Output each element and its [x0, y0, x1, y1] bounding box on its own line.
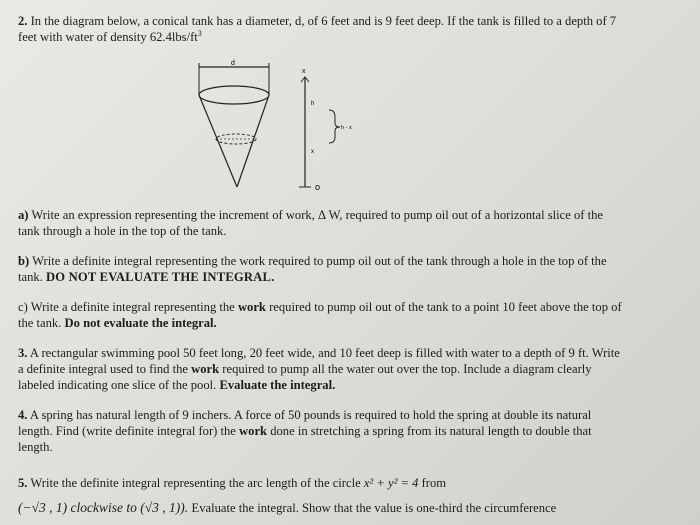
- problem-3-text-1: A rectangular swimming pool 50 feet long, 20 feet wide, and 10 feet deep is filled with water to a depth of 9 ft. Write: [29, 346, 620, 360]
- problem-4-line-2: [18, 424, 698, 439]
- part-a-text-2: tank through a hole in the top of the tank.: [18, 224, 227, 238]
- conical-tank-diagram: [185, 55, 352, 195]
- part-c-line-2: [18, 316, 698, 331]
- problem-5-text-2: Evaluate the integral. Show that the value is one-third the circumference: [191, 501, 557, 515]
- cone-right-side: [237, 95, 269, 187]
- part-b-line-1: [18, 254, 698, 269]
- problem-2-number: 2.: [18, 14, 28, 28]
- part-c-work: work: [237, 300, 266, 314]
- problem-3-number: 3.: [18, 346, 28, 360]
- part-b-text-2: tank.: [18, 270, 43, 284]
- part-a-letter: a): [18, 208, 29, 222]
- part-a-text-1: Write an expression representing the increment of work, Δ W, required to pump oil out of a horizontal slice of the: [31, 208, 604, 222]
- cone-top-ellipse: [199, 86, 269, 104]
- part-c-line-1: [18, 300, 698, 315]
- part-b-line-2: [18, 270, 698, 285]
- problem-2-text-2: feet with water of density 62.4lbs/ft: [18, 30, 198, 44]
- label-origin: o: [315, 182, 321, 192]
- problem-3-line-2: [18, 362, 698, 377]
- part-b-letter: b): [18, 254, 30, 268]
- problem-2-text-1: In the diagram below, a conical tank has a diameter, d, of 6 feet and is 9 feet deep. If the tank is filled to a depth of 7: [30, 14, 617, 28]
- part-c-text-1a: Write a definite integral representing the: [30, 300, 235, 314]
- cone-left-side: [199, 95, 237, 187]
- problem-4-text-2b: done in stretching a spring from its natural length to double that: [270, 424, 592, 438]
- problem-4-text-1: A spring has natural length of 9 inchers. A force of 50 pounds is required to hold the spring at double its natural: [29, 408, 592, 422]
- label-x-top: x: [302, 68, 306, 75]
- brace-h-minus-x: [329, 110, 340, 143]
- problem-3-line-3: [18, 378, 698, 393]
- problem-3-text-2b: required to pump all the water out over the top. Include a diagram clearly: [222, 362, 592, 376]
- label-h: h: [311, 101, 315, 107]
- problem-2-line-1: [18, 14, 698, 29]
- part-b-instruction: DO NOT EVALUATE THE INTEGRAL.: [46, 270, 275, 284]
- problem-5-line-1: [18, 476, 698, 491]
- problem-5-text-1a: Write the definite integral representing the arc length of the circle: [30, 476, 361, 490]
- cubic-exponent: 3: [197, 28, 202, 38]
- label-x-slice: x: [311, 149, 314, 155]
- label-h-minus-x: h - x: [341, 125, 352, 131]
- part-a-line-2: [18, 224, 698, 239]
- problem-3-instruction: Evaluate the integral.: [219, 378, 336, 392]
- problem-2-line-2: [18, 30, 698, 45]
- part-c-letter: c): [18, 300, 28, 314]
- problem-5-line-2: [18, 500, 698, 516]
- part-a-line-1: [18, 208, 698, 223]
- part-c-instruction: Do not evaluate the integral.: [64, 316, 217, 330]
- label-d: d: [231, 60, 235, 67]
- problem-4-text-3: length.: [18, 440, 53, 454]
- problem-3-line-1: [18, 346, 698, 361]
- part-c-text-1b: required to pump oil out of the tank to a point 10 feet above the top of: [269, 300, 622, 314]
- part-c-text-2: the tank.: [18, 316, 62, 330]
- problem-4-number: 4.: [18, 408, 28, 422]
- problem-4-line-1: [18, 408, 698, 423]
- problem-5-number: 5.: [18, 476, 28, 490]
- problem-3-text-2a: a definite integral used to find the: [18, 362, 188, 376]
- problem-4-text-2a: length. Find (write definite integral for) the: [18, 424, 236, 438]
- problem-4-line-3: [18, 440, 698, 455]
- problem-3-text-3: labeled indicating one slice of the pool.: [18, 378, 217, 392]
- part-b-text-1: Write a definite integral representing the work required to pump oil out of the tank through a hole in the top of the: [32, 254, 607, 268]
- problem-3-work: work: [191, 362, 220, 376]
- problem-5-text-1b: from: [421, 476, 447, 490]
- problem-4-work: work: [239, 424, 268, 438]
- arc-endpoints: (−√3 , 1) clockwise to (√3 , 1)).: [18, 500, 189, 515]
- circle-equation: x² + y² = 4: [363, 476, 419, 490]
